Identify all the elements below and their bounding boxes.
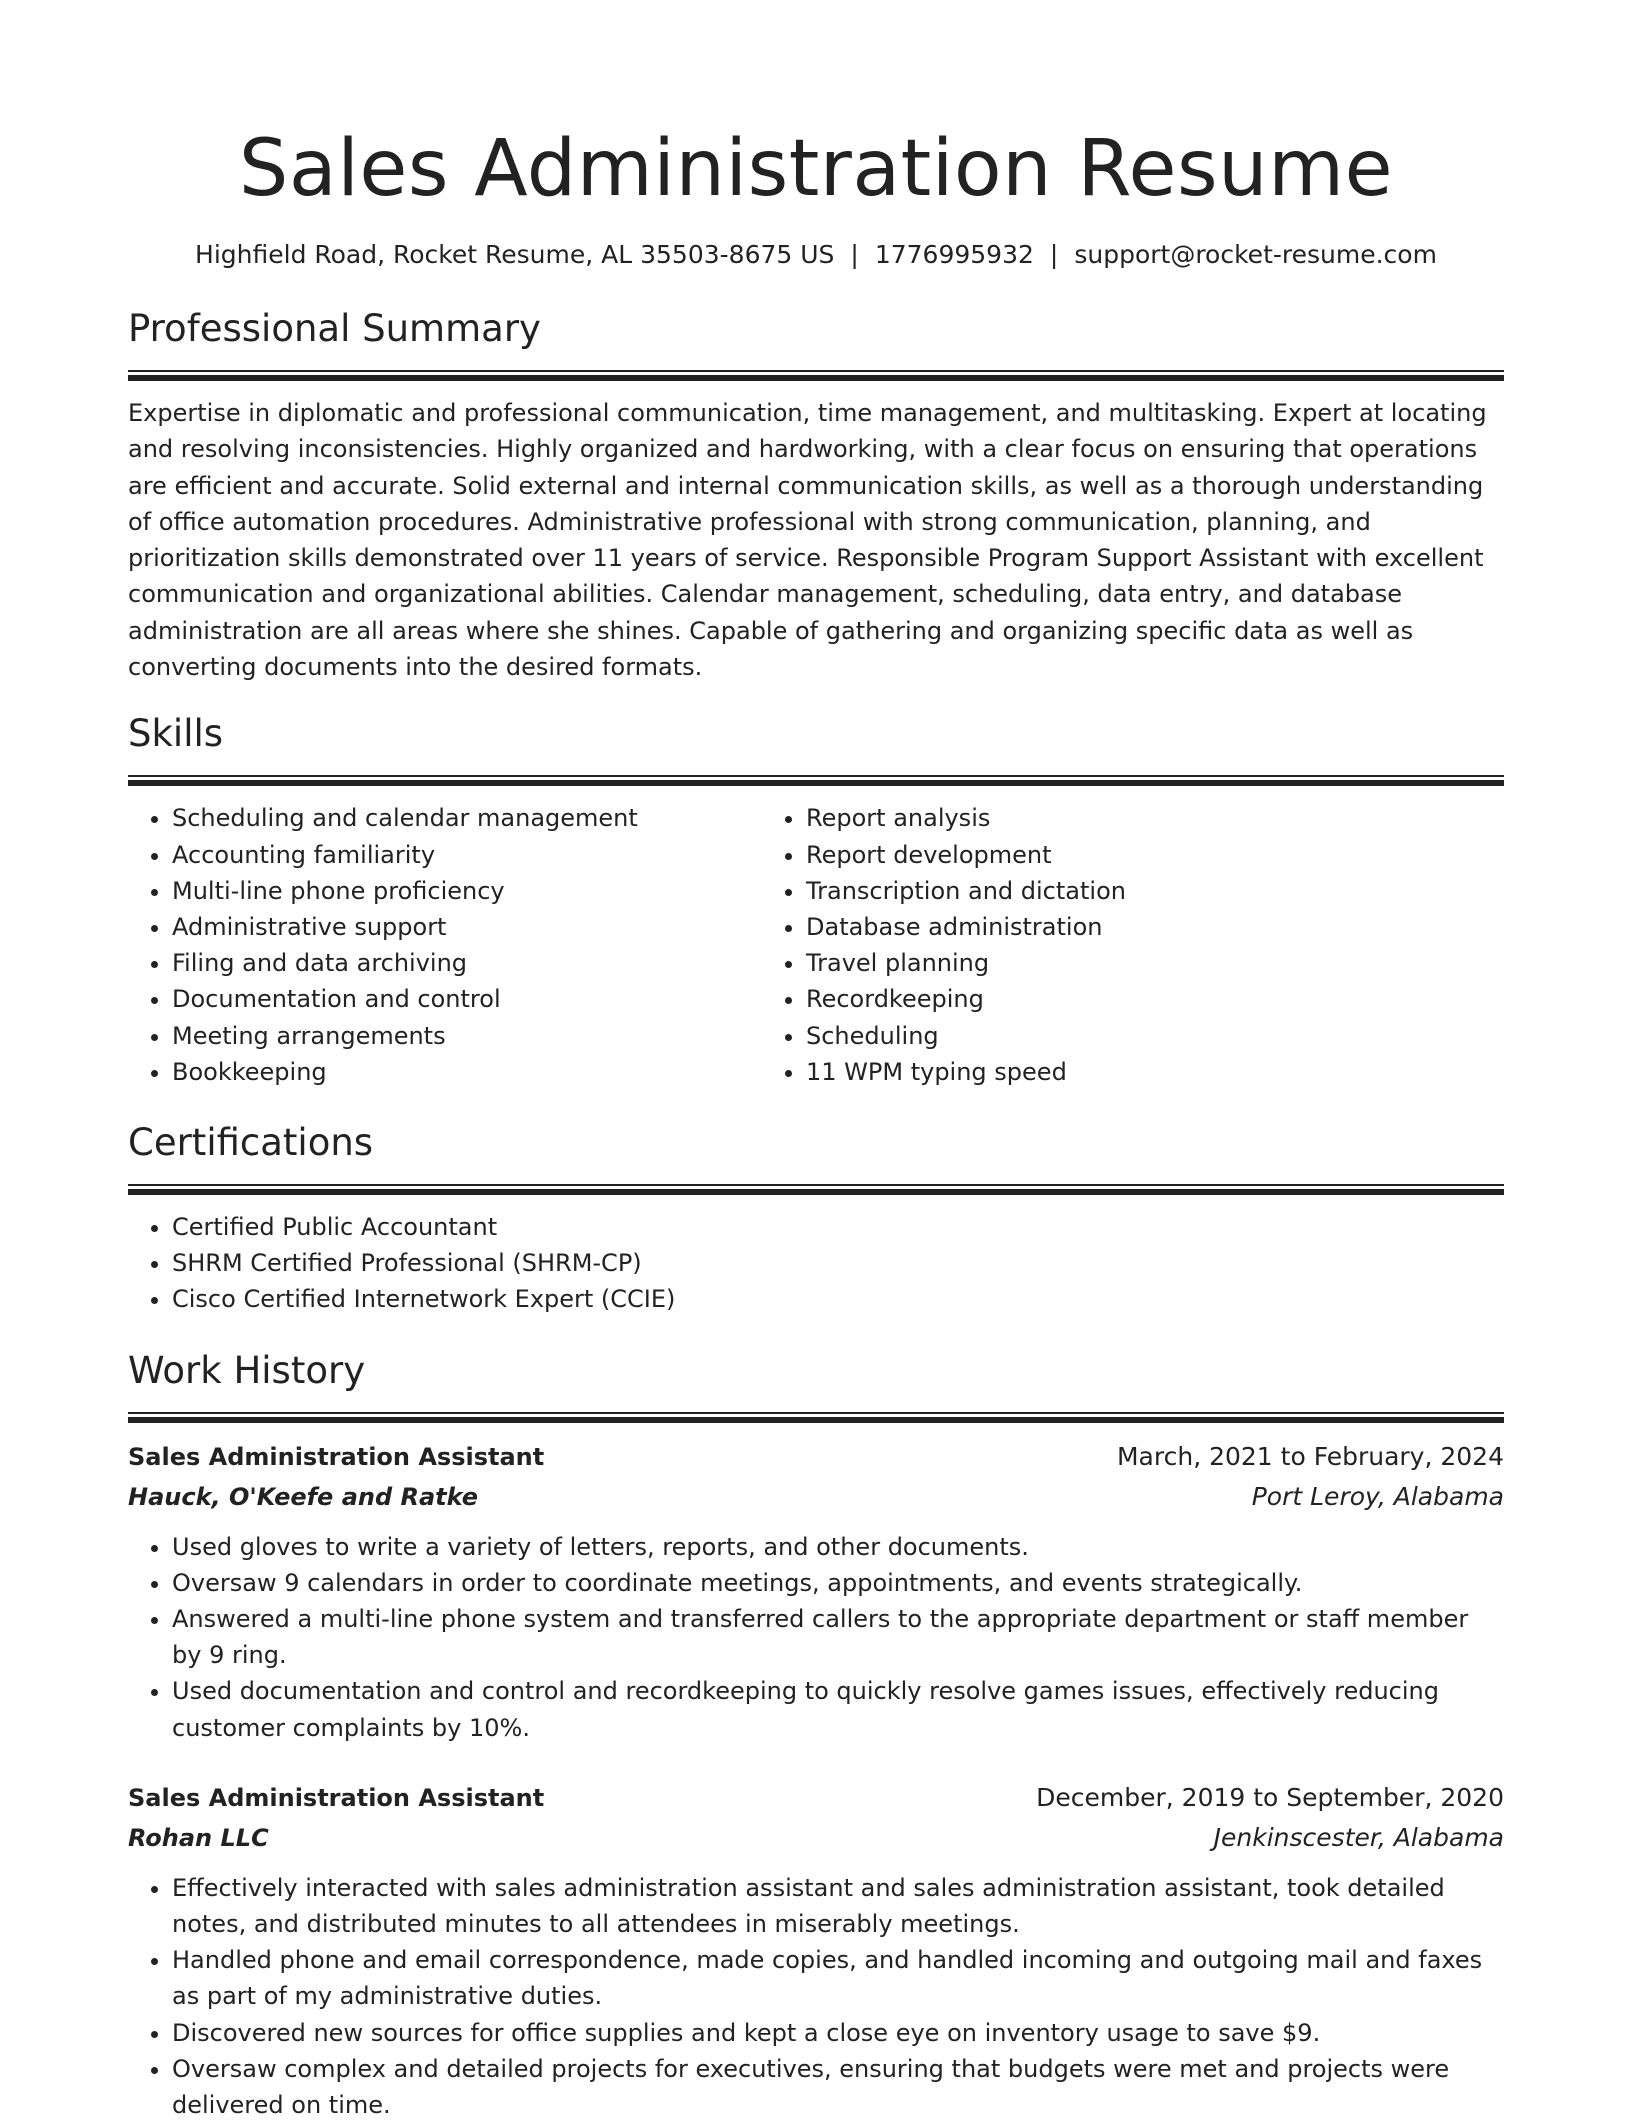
- section-divider: [128, 370, 1504, 381]
- skills-section: [128, 709, 1504, 1090]
- skills-list-left: [128, 800, 762, 1090]
- certification-item: • SHRM Certified Professional (SHRM-CP): [172, 1245, 1504, 1281]
- skill-item: • Filing and data archiving: [172, 945, 762, 981]
- skill-item: • Travel planning: [806, 945, 1442, 981]
- skill-item: • Report analysis: [806, 800, 1442, 836]
- certification-item: • Cisco Certified Internetwork Expert (CCIE): [172, 1281, 1504, 1317]
- skill-item: • Accounting familiarity: [172, 837, 762, 873]
- job-location: Port Leroy, Alabama: [1251, 1481, 1504, 1511]
- job-duty: • Oversaw complex and detailed projects for executives, ensuring that budgets were met and projects were delivered on time.: [172, 2051, 1504, 2123]
- job-company-row: [128, 1477, 1504, 1517]
- job-duty: • Used gloves to write a variety of letters, reports, and other documents.: [172, 1529, 1504, 1565]
- certification-item: • Certified Public Accountant: [172, 1209, 1504, 1245]
- job-duties-list: [128, 1529, 1504, 1746]
- job-duties-list: [128, 1870, 1504, 2123]
- job-dates: March, 2021 to February, 2024: [1116, 1441, 1504, 1471]
- work-history-section: [128, 1346, 1504, 2123]
- job-title: Sales Administration Assistant: [128, 1442, 545, 1471]
- contact-address: Highfield Road, Rocket Resume, AL 35503-8675 US: [195, 240, 835, 269]
- skill-item: • Administrative support: [172, 909, 762, 945]
- job-duty: • Used documentation and control and recordkeeping to quickly resolve games issues, effectively reducing customer complaints by 10%.: [172, 1673, 1504, 1745]
- skill-item: • 11 WPM typing speed: [806, 1054, 1442, 1090]
- certifications-list: [128, 1209, 1504, 1318]
- summary-heading: Professional Summary: [128, 307, 541, 350]
- contact-line: [128, 238, 1504, 272]
- contact-email: support@rocket-resume.com: [1074, 240, 1437, 269]
- contact-separator: |: [850, 240, 859, 269]
- job-duty: • Handled phone and email correspondence, made copies, and handled incoming and outgoing mail and faxes as part of my administrative duties.: [172, 1942, 1504, 2014]
- job-duty: • Oversaw 9 calendars in order to coordinate meetings, appointments, and events strategically.: [172, 1565, 1504, 1601]
- skills-list-right: [762, 800, 1442, 1090]
- skill-item: • Bookkeeping: [172, 1054, 762, 1090]
- job-header-row: [128, 1778, 1504, 1818]
- skill-item: • Report development: [806, 837, 1442, 873]
- section-divider: [128, 775, 1504, 786]
- job-dates: December, 2019 to September, 2020: [1036, 1782, 1504, 1812]
- skill-item: • Scheduling and calendar management: [172, 800, 762, 836]
- job-entry: [128, 1437, 1504, 1746]
- job-company: Rohan LLC: [128, 1823, 269, 1852]
- skill-item: • Database administration: [806, 909, 1442, 945]
- job-duty: • Effectively interacted with sales administration assistant and sales administration assistant, took detailed notes, and distributed minutes to all attendees in miserably meetings.: [172, 1870, 1504, 1942]
- skill-item: • Recordkeeping: [806, 981, 1442, 1017]
- job-header-row: [128, 1437, 1504, 1477]
- job-company: Hauck, O'Keefe and Ratke: [128, 1482, 479, 1511]
- job-title: Sales Administration Assistant: [128, 1783, 545, 1812]
- section-divider: [128, 1412, 1504, 1423]
- work-history-heading: Work History: [128, 1348, 366, 1392]
- summary-section: [128, 304, 1504, 685]
- job-duty: • Answered a multi-line phone system and transferred callers to the appropriate department or staff member by 9 ring.: [172, 1601, 1504, 1673]
- section-divider: [128, 1184, 1504, 1195]
- job-company-row: [128, 1818, 1504, 1858]
- job-entry: [128, 1778, 1504, 2123]
- skills-columns: [128, 800, 1504, 1090]
- job-duty: • Discovered new sources for office supplies and kept a close eye on inventory usage to save $9.: [172, 2015, 1504, 2051]
- skill-item: • Documentation and control: [172, 981, 762, 1017]
- job-location: Jenkinscester, Alabama: [1213, 1822, 1504, 1852]
- summary-text: Expertise in diplomatic and professional communication, time management, and multitasking. Expert at locating and resolving inconsistencies. Highly organized and hardworking, with a clear focus on ensuring that operations are efficient and accurate. Solid external and internal communication skills, as well as a thorough understanding of office automation procedures. Administrative professional with strong communication, planning, and prioritization skills demonstrated over 11 years of service. Responsible Program Support Assistant with excellent communication and organizational abilities. Calendar management, scheduling, data entry, and database administration are all areas where she shines. Capable of gathering and organizing specific data as well as converting documents into the desired formats.: [128, 399, 1487, 682]
- resume-title: Sales Administration Resume: [238, 124, 1394, 214]
- skill-item: • Scheduling: [806, 1018, 1442, 1054]
- skills-heading: Skills: [128, 712, 224, 756]
- skill-item: • Meeting arrangements: [172, 1018, 762, 1054]
- contact-phone: 1776995932: [874, 240, 1034, 269]
- certifications-heading: Certifications: [128, 1121, 374, 1164]
- skill-item: • Transcription and dictation: [806, 873, 1442, 909]
- skill-item: • Multi-line phone proficiency: [172, 873, 762, 909]
- contact-separator: |: [1049, 240, 1059, 269]
- resume-page: [128, 118, 1504, 2123]
- certifications-section: [128, 1118, 1504, 1318]
